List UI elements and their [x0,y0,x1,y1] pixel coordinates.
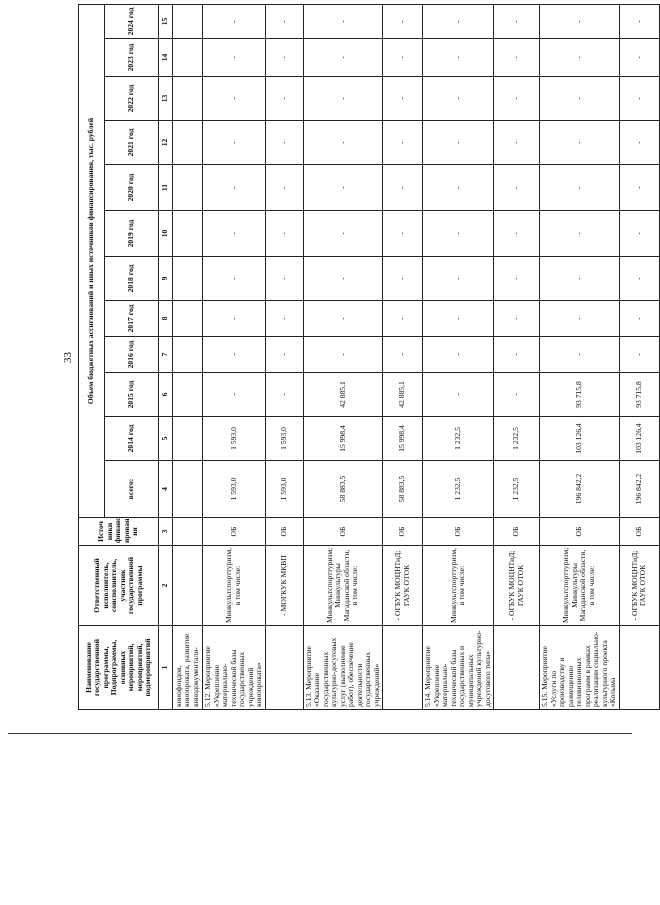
executor-cell [173,546,203,626]
value-cell [173,39,203,77]
header-year: 2020 год [105,165,159,211]
source-cell: ОБ [619,518,659,546]
value-cell: - [619,39,659,77]
table-row [303,4,383,709]
value-cell: 15 998,4 [303,417,383,461]
value-cell: - [203,373,266,417]
value-cell [173,121,203,165]
header-year: 2024 год [105,4,159,38]
column-number: 12 [159,121,173,165]
table-row [540,4,620,709]
value-cell: 42 885,1 [303,373,383,417]
value-cell: - [203,121,266,165]
value-cell: 58 883,5 [303,461,383,518]
value-cell: - [383,337,423,373]
table-row [383,4,423,709]
header-year: 2015 год [105,373,159,417]
source-cell: ОБ [265,518,303,546]
column-number: 7 [159,337,173,373]
value-cell: - [540,4,620,38]
executor-cell: Минкультспорттуризм; Минкультуры Магаданской области, в том числе: [540,546,620,626]
value-cell [173,337,203,373]
value-cell: - [540,165,620,211]
value-cell: - [423,373,494,417]
source-cell: ОБ [423,518,494,546]
source-cell: ОБ [383,518,423,546]
program-cell: 5.15. Мероприятие «Услуги по производству и размещению телевизионных программ в рамках реализации социально-культурного проекта «Колыма [540,626,620,710]
value-cell: - [494,4,540,38]
value-cell: - [423,77,494,121]
value-cell: 1 593,0 [203,417,266,461]
value-cell: - [265,373,303,417]
executor-cell: - ОГБУК МОЦНТиД; ГАУК ОТОК [619,546,659,626]
value-cell: - [423,257,494,301]
value-cell: - [540,337,620,373]
value-cell [173,77,203,121]
source-cell: ОБ [494,518,540,546]
column-number: 2 [159,546,173,626]
source-cell: ОБ [303,518,383,546]
value-cell: - [303,121,383,165]
column-number: 10 [159,211,173,257]
value-cell: - [494,121,540,165]
source-cell: ОБ [540,518,620,546]
value-cell: - [540,39,620,77]
value-cell: - [303,4,383,38]
program-cell [494,626,540,710]
value-cell: - [265,257,303,301]
value-cell: - [383,39,423,77]
value-cell [173,417,203,461]
value-cell: - [265,337,303,373]
column-number: 6 [159,373,173,417]
column-number: 1 [159,626,173,710]
value-cell: - [540,211,620,257]
header-program: Наименование государственной программы, Подпрограммы, основных мероприятий, мероприятий, подмероприятий [79,626,159,710]
executor-cell: - ОГБУК МОЦНТиД; ГАУК ОТОК [383,546,423,626]
program-cell: 5.14. Мероприятие «Укрепление материально-технической базы государственных и муниципальных учреждений культурно-досугового типа» [423,626,494,710]
value-cell: 1 593,0 [265,461,303,518]
value-cell [173,257,203,301]
value-cell: - [540,257,620,301]
value-cell: 1 593,0 [265,417,303,461]
executor-cell: - ОГБУК МОЦНТиД; ГАУК ОТОК [494,546,540,626]
value-cell: - [619,301,659,337]
header-year: 2017 год [105,301,159,337]
program-cell [265,626,303,710]
value-cell: - [303,77,383,121]
value-cell [173,4,203,38]
column-number: 15 [159,4,173,38]
value-cell: - [303,301,383,337]
value-cell: - [619,211,659,257]
value-cell: - [203,77,266,121]
executor-cell: Минкультспорттуризм, в том числе: [203,546,266,626]
value-cell: 1 232,5 [494,461,540,518]
column-number: 8 [159,301,173,337]
value-cell: 1 593,0 [203,461,266,518]
executor-cell: Минкультспорттуризм; Минкультуры Магаданской области, в том числе: [303,546,383,626]
value-cell [173,211,203,257]
value-cell: - [540,121,620,165]
value-cell: - [494,301,540,337]
value-cell: - [494,211,540,257]
column-number: 4 [159,461,173,518]
value-cell: 15 998,4 [383,417,423,461]
header-executor: Ответственный исполнитель, соисполнитель, участник государственной программы [79,546,159,626]
value-cell: 93 715,8 [619,373,659,417]
table-row [265,4,303,709]
value-cell: - [265,165,303,211]
header-year: 2014 год [105,417,159,461]
value-cell: 93 715,8 [540,373,620,417]
table-row [203,4,266,709]
budget-table [78,4,660,710]
value-cell: - [383,257,423,301]
value-cell: - [423,211,494,257]
value-cell: - [494,373,540,417]
value-cell: - [265,301,303,337]
value-cell: - [540,77,620,121]
value-cell: - [423,337,494,373]
value-cell: 58 883,5 [383,461,423,518]
header-year: 2021 год [105,121,159,165]
value-cell: 1 232,5 [423,417,494,461]
value-cell: - [265,77,303,121]
value-cell [173,301,203,337]
table-row [423,4,494,709]
value-cell: - [203,39,266,77]
program-cell: кинофондов, кинопроката, развитие кинодокументали- [173,626,203,710]
header-year: 2016 год [105,337,159,373]
value-cell: - [265,39,303,77]
header-source: Источ ники финанс ирован ия [79,518,159,546]
value-cell: - [265,121,303,165]
value-cell: - [494,39,540,77]
value-cell: - [383,121,423,165]
header-year: 2019 год [105,211,159,257]
column-number: 9 [159,257,173,301]
value-cell: - [383,211,423,257]
column-number: 3 [159,518,173,546]
value-cell: - [494,77,540,121]
column-number: 5 [159,417,173,461]
source-cell [173,518,203,546]
executor-cell: - МОГКУК МКВП [265,546,303,626]
value-cell: - [303,39,383,77]
value-cell: - [423,301,494,337]
value-cell: - [303,337,383,373]
column-number: 14 [159,39,173,77]
value-cell: - [423,4,494,38]
value-cell [173,373,203,417]
value-cell [173,165,203,211]
value-cell: - [265,211,303,257]
value-cell: - [203,301,266,337]
value-cell: 103 126,4 [619,417,659,461]
value-cell: - [619,77,659,121]
table-row [173,4,203,709]
value-cell: - [619,337,659,373]
value-cell: 1 232,5 [494,417,540,461]
value-cell: 1 232,5 [423,461,494,518]
value-cell: - [423,121,494,165]
value-cell: - [619,257,659,301]
value-cell: - [423,39,494,77]
program-cell: 5.12. Мероприятие «Укрепление материально-технической базы государственных учреждений кинопроката» [203,626,266,710]
value-cell: 196 842,2 [540,461,620,518]
column-number: 13 [159,77,173,121]
program-cell: 5.13. Мероприятие «Оказание государственных культурно-досуговых услуг (выполнение работ), обеспечение деятельности государственных учреждений» [303,626,383,710]
value-cell: - [303,257,383,301]
program-cell [619,626,659,710]
value-cell: 103 126,4 [540,417,620,461]
header-year: 2023 год [105,39,159,77]
value-cell: - [203,337,266,373]
value-cell: - [203,211,266,257]
value-cell: 42 885,1 [383,373,423,417]
value-cell: - [619,121,659,165]
value-cell: - [619,4,659,38]
executor-cell: Минкультспорттуризм, в том числе: [423,546,494,626]
table-row [619,4,659,709]
header-year: 2022 год [105,77,159,121]
column-number: 11 [159,165,173,211]
header-year: 2018 год [105,257,159,301]
value-cell: - [203,257,266,301]
page-divider-line [8,733,632,734]
value-cell: - [383,77,423,121]
value-cell: - [494,165,540,211]
value-cell: - [494,257,540,301]
header-total: всего: [105,461,159,518]
value-cell: - [303,165,383,211]
value-cell: 196 842,2 [619,461,659,518]
value-cell: - [303,211,383,257]
page-number: 33 [62,352,74,363]
header-funding-group: Объем бюджетных ассигнований и иных источников финансирования, тыс. рублей [79,4,105,517]
value-cell: - [540,301,620,337]
value-cell: - [265,4,303,38]
value-cell: - [383,165,423,211]
value-cell: - [203,165,266,211]
value-cell: - [619,165,659,211]
value-cell: - [383,301,423,337]
value-cell: - [494,337,540,373]
value-cell [173,461,203,518]
table-row [494,4,540,709]
source-cell: ОБ [203,518,266,546]
value-cell: - [383,4,423,38]
rotated-table-area [60,5,647,710]
value-cell: - [423,165,494,211]
value-cell: - [203,4,266,38]
program-cell [383,626,423,710]
